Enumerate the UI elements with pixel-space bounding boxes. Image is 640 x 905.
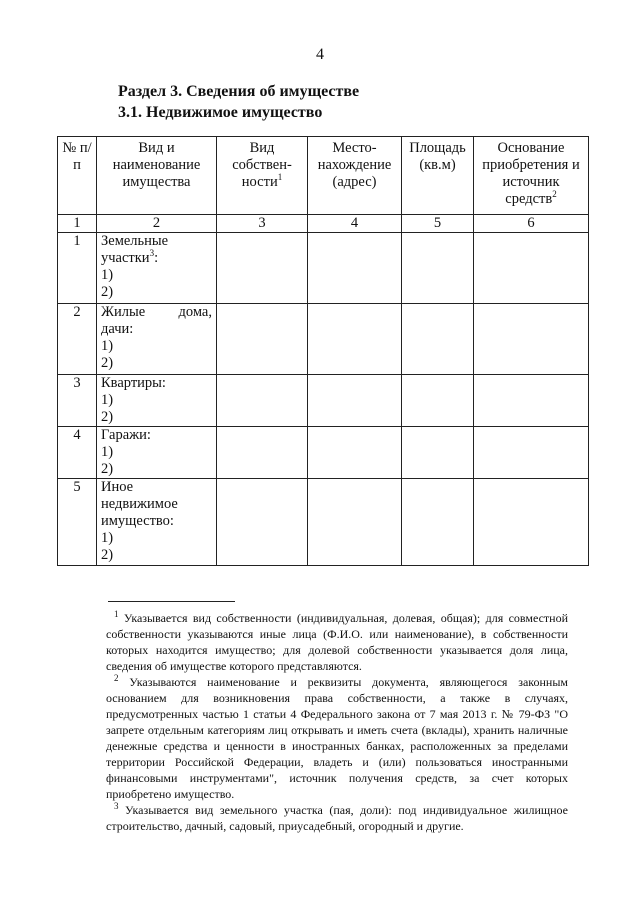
table-row bbox=[58, 304, 589, 375]
header-cell: Вид собствен-ности$^1$ bbox=[217, 137, 308, 215]
table-row bbox=[58, 427, 589, 479]
property-type-cell: Квартиры: 1) 2) bbox=[97, 375, 217, 427]
column-number: 1 bbox=[58, 215, 97, 233]
basis-cell bbox=[474, 233, 589, 304]
area-cell bbox=[402, 375, 474, 427]
footnote-text: Указываются наименование и реквизиты документа, являющегося законным основанием для возникновения права собственности, а также в случаях, предусмотренных частью 1 статьи 4 Федерального закона от 7 мая 2013 г. № 79-ФЗ "О запрете отдельным категориям лиц открывать и иметь счета (вклады), хранить наличные денежные средства и ценности в иностранных банках, расположенных за пределами территории Российской Федерации, владеть и (или) пользоваться иностранными финансовыми инструментами", источник получения средств, за счет которых приобретено имущество. bbox=[106, 675, 568, 801]
basis-cell bbox=[474, 427, 589, 479]
location-cell bbox=[308, 233, 402, 304]
footnote-ref: 2 bbox=[552, 189, 557, 200]
table-header-row bbox=[58, 137, 589, 215]
property-type-cell: Иное недвижимое имущество: 1) 2) bbox=[97, 479, 217, 566]
footnote-mark: 2 bbox=[114, 673, 119, 683]
table-row bbox=[58, 479, 589, 566]
location-cell bbox=[308, 304, 402, 375]
header-cell: Площадь (кв.м) bbox=[402, 137, 474, 215]
table-row bbox=[58, 375, 589, 427]
area-cell bbox=[402, 427, 474, 479]
footnote-text: Указывается вид собственности (индивидуальная, долевая, общая); для совместной собственности указываются иные лица (Ф.И.О. или наименование), в собственности которых находится имущество; для долевой собственности указывается доля лица, сведения об имуществе которого представляются. bbox=[106, 611, 569, 673]
item-line: 2) bbox=[101, 461, 114, 477]
property-type-cell: Земельные участки$^3$: 1) 2) bbox=[97, 233, 217, 304]
item-line: 1) bbox=[101, 444, 114, 460]
row-number: 1 bbox=[58, 233, 97, 304]
ownership-cell bbox=[217, 479, 308, 566]
item-line: 2) bbox=[101, 547, 114, 563]
item-line: 1) bbox=[101, 267, 114, 283]
footnote-mark: 1 bbox=[114, 609, 119, 619]
footnote-ref: 1 bbox=[277, 172, 283, 183]
location-cell bbox=[308, 375, 402, 427]
footnote-1 bbox=[106, 610, 568, 674]
footnote-3 bbox=[106, 802, 568, 834]
ownership-cell bbox=[217, 427, 308, 479]
row-number: 3 bbox=[58, 375, 97, 427]
column-number: 2 bbox=[97, 215, 217, 233]
column-number: 4 bbox=[308, 215, 402, 233]
row-number: 2 bbox=[58, 304, 97, 375]
location-cell bbox=[308, 479, 402, 566]
property-table bbox=[57, 136, 589, 566]
row-number: 5 bbox=[58, 479, 97, 566]
basis-cell bbox=[474, 304, 589, 375]
section-title: Раздел 3. Сведения об имуществе bbox=[118, 83, 360, 100]
page-number: 4 bbox=[316, 46, 324, 63]
ownership-cell bbox=[217, 233, 308, 304]
table-row bbox=[58, 233, 589, 304]
basis-cell bbox=[474, 375, 589, 427]
item-line: 2) bbox=[101, 355, 114, 371]
footnote-text: Указывается вид земельного участка (пая, доли): под индивидуальное жилищное строительство, дачный, садовый, приусадебный, огородный и другие. bbox=[106, 803, 569, 833]
ownership-cell bbox=[217, 375, 308, 427]
footnote-separator bbox=[108, 601, 235, 602]
column-number-row bbox=[58, 215, 589, 233]
subsection-title: 3.1. Недвижимое имущество bbox=[118, 104, 323, 121]
ownership-cell bbox=[217, 304, 308, 375]
area-cell bbox=[402, 304, 474, 375]
property-type-cell: Гаражи: 1) 2) bbox=[97, 427, 217, 479]
footnote-ref: 3 bbox=[149, 248, 155, 259]
footnote-2 bbox=[106, 674, 568, 802]
area-cell bbox=[402, 479, 474, 566]
column-number: 3 bbox=[217, 215, 308, 233]
footnote-mark: 3 bbox=[114, 801, 119, 811]
item-line: 1) bbox=[101, 530, 114, 546]
column-number: 5 bbox=[402, 215, 474, 233]
row-number: 4 bbox=[58, 427, 97, 479]
location-cell bbox=[308, 427, 402, 479]
item-line: 2) bbox=[101, 409, 114, 425]
header-cell: Основание приобретения и источник средств$^2$ bbox=[474, 137, 589, 215]
header-cell: № п/п bbox=[58, 137, 97, 215]
item-line: 1) bbox=[101, 338, 114, 354]
header-cell: Вид и наименование имущества bbox=[97, 137, 217, 215]
item-line: 2) bbox=[101, 284, 114, 300]
item-line: 1) bbox=[101, 392, 114, 408]
area-cell bbox=[402, 233, 474, 304]
property-type-cell: Жилые дома, дачи: 1) 2) bbox=[97, 304, 217, 375]
header-cell: Место-нахождение (адрес) bbox=[308, 137, 402, 215]
basis-cell bbox=[474, 479, 589, 566]
column-number: 6 bbox=[474, 215, 589, 233]
